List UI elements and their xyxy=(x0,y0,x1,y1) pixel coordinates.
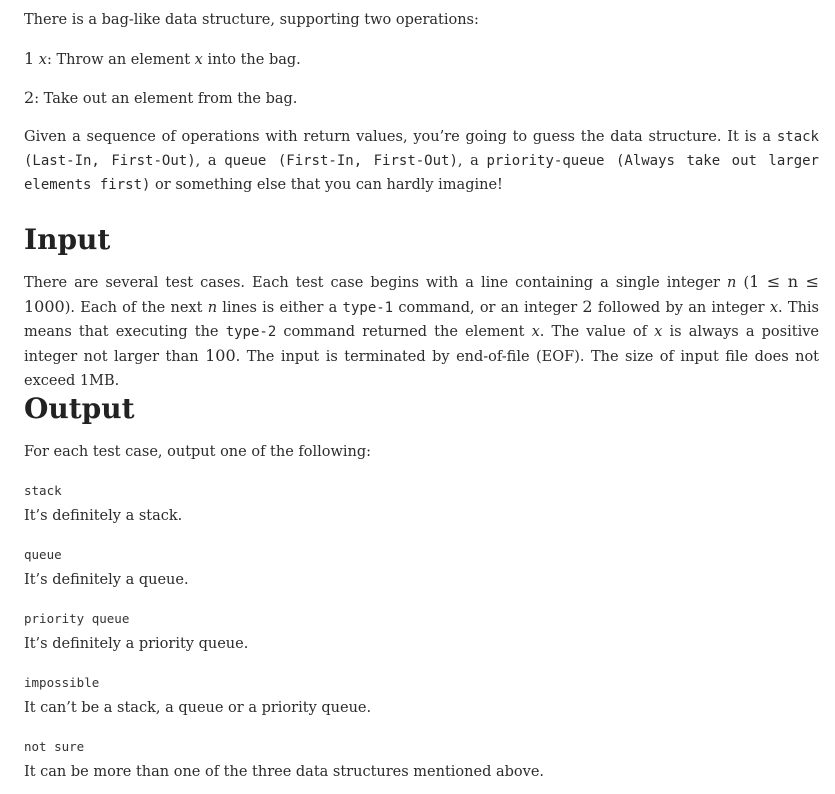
in-t2: ( xyxy=(736,275,750,291)
in-x2: x xyxy=(531,324,540,340)
output-desc-queue: It’s definitely a queue. xyxy=(24,572,189,588)
input-paragraph xyxy=(24,270,819,393)
op1-var2: x xyxy=(194,52,203,68)
in-t10: is always a positive integer not larger than xyxy=(24,324,819,365)
desc-d: or something else that you can hardly imagine! xyxy=(150,177,503,193)
in-t3: ). Each of the next xyxy=(64,300,208,316)
op1-number: 1 xyxy=(24,49,35,68)
in-x: x xyxy=(769,300,779,316)
output-desc-notsure: It can be more than one of the three data structures mentioned above. xyxy=(24,764,545,780)
output-desc-priority: It’s definitely a priority queue. xyxy=(24,636,249,652)
desc-stack: stack (Last-In, First-Out) xyxy=(24,129,819,169)
desc-a: Given a sequence of operations with return values, you’re going to guess the data structure. It is a xyxy=(24,129,777,145)
desc-c: , a xyxy=(457,153,487,169)
in-hundred: 100 xyxy=(205,346,236,365)
input-heading: Input xyxy=(24,223,111,256)
output-code-queue: queue xyxy=(24,547,62,562)
op2-text: : Take out an element from the bag. xyxy=(34,91,298,107)
in-t8: command returned the element xyxy=(276,324,532,340)
output-desc-stack: It’s definitely a stack. xyxy=(24,508,183,524)
in-t1: There are several test cases. Each test case begins with a line containing a single integer xyxy=(24,275,728,291)
in-n2: n xyxy=(207,300,218,316)
intro-text: There is a bag-like data structure, supporting two operations: xyxy=(24,12,479,28)
in-t7: . This means that executing the xyxy=(24,300,819,340)
in-t9: . The value of xyxy=(539,324,655,340)
in-t4: lines is either a xyxy=(217,300,343,316)
description-paragraph xyxy=(24,125,819,197)
output-heading: Output xyxy=(24,392,135,425)
in-type2: type-2 xyxy=(225,324,277,340)
output-code-stack: stack xyxy=(24,483,62,498)
desc-b: , a xyxy=(195,153,225,169)
op1-var: x xyxy=(38,52,47,68)
op1-tail: into the bag. xyxy=(202,52,301,68)
in-x3: x xyxy=(654,324,663,340)
in-t6: followed by an integer xyxy=(592,300,770,316)
operation-1 xyxy=(24,47,301,72)
operation-2 xyxy=(24,86,297,111)
in-n: n xyxy=(727,275,737,291)
output-intro: For each test case, output one of the following: xyxy=(24,444,372,460)
output-code-priority: priority queue xyxy=(24,611,130,626)
in-type1: type-1 xyxy=(342,300,394,316)
desc-queue: queue (First-In, First-Out) xyxy=(224,153,458,169)
op1-text: : Throw an element xyxy=(46,52,195,68)
in-t11: . The input is terminated by end-of-file (EOF). The size of input file does not exceed 1MB. xyxy=(24,349,819,389)
desc-pq: priority-queue (Always take out larger elements first) xyxy=(24,153,819,193)
in-range: 1 ≤ n ≤ 1000 xyxy=(24,272,819,316)
output-code-notsure: not sure xyxy=(24,739,85,754)
in-two: 2 xyxy=(582,297,593,316)
op2-number: 2 xyxy=(24,88,35,107)
in-t5: command, or an integer xyxy=(393,300,583,316)
output-desc-impossible: It can’t be a stack, a queue or a priority queue. xyxy=(24,700,372,716)
output-code-impossible: impossible xyxy=(24,675,100,690)
